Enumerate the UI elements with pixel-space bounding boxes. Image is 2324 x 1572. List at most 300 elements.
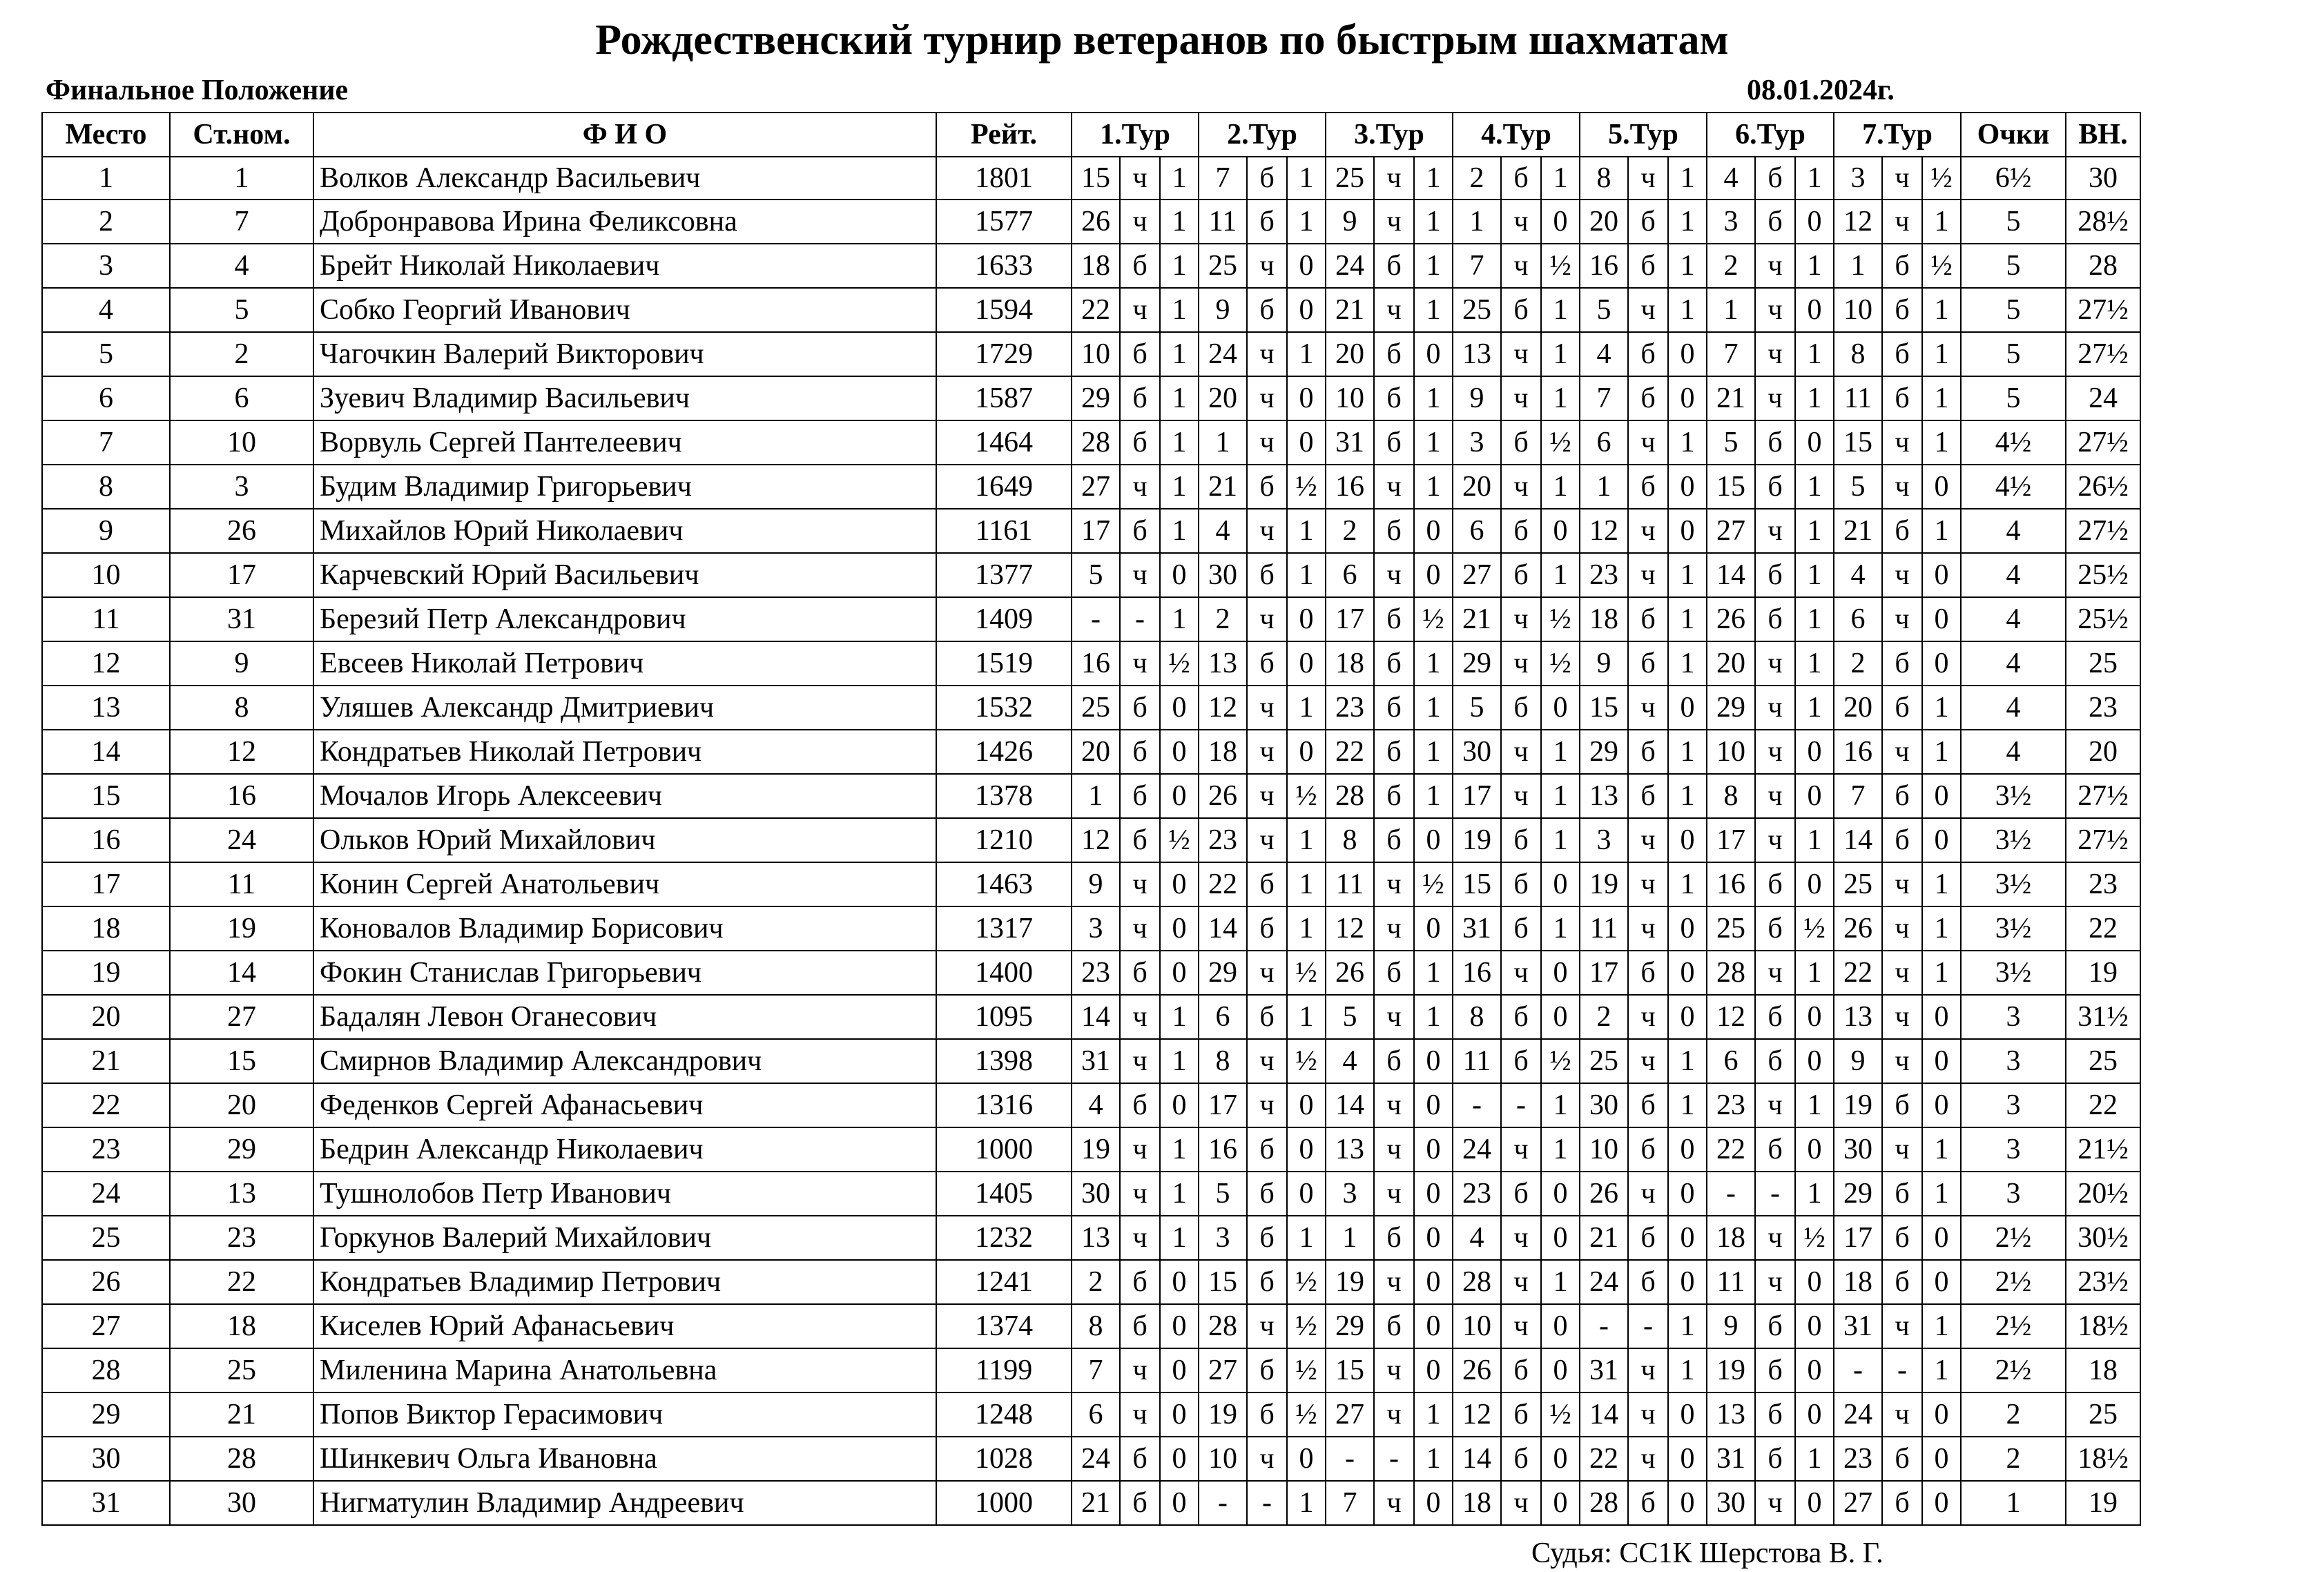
- round-1-opponent-number-cell: 10: [1072, 332, 1120, 376]
- player-name-cell: Смирнов Владимир Александрович: [313, 1039, 936, 1083]
- table-row: [42, 597, 2140, 641]
- round-2-result-cell: 1: [1287, 686, 1326, 730]
- round-4-result-cell: ½: [1541, 1039, 1580, 1083]
- place-cell: 26: [42, 1260, 170, 1304]
- round-4-opponent-number-cell: 10: [1453, 1304, 1501, 1348]
- round-6-color-cell: ч: [1755, 951, 1795, 995]
- round-6-result-cell: 1: [1795, 244, 1834, 288]
- round-2-color-cell: б: [1247, 1216, 1287, 1260]
- round-4-color-cell: б: [1501, 553, 1541, 597]
- round-7-color-cell: ч: [1882, 1039, 1922, 1083]
- round-2-result-cell: 1: [1287, 157, 1326, 200]
- place-cell: 2: [42, 200, 170, 244]
- table-row: [42, 553, 2140, 597]
- round-2-result-cell: 1: [1287, 200, 1326, 244]
- round-2-color-cell: ч: [1247, 376, 1287, 420]
- points-cell: 4½: [1961, 420, 2066, 465]
- points-cell: 2½: [1961, 1304, 2066, 1348]
- round-1-opponent-number-cell: 24: [1072, 1437, 1120, 1481]
- rating-cell: 1400: [936, 951, 1072, 995]
- place-cell: 29: [42, 1393, 170, 1437]
- round-5-opponent-number-cell: 5: [1580, 288, 1628, 332]
- round-7-color-cell: ч: [1882, 862, 1922, 906]
- round-6-color-cell: б: [1755, 465, 1795, 509]
- rating-cell: 1000: [936, 1481, 1072, 1525]
- tiebreak-cell: 20½: [2066, 1172, 2140, 1216]
- round-5-color-cell: ч: [1628, 288, 1668, 332]
- round-4-result-cell: 1: [1541, 1083, 1580, 1127]
- round-1-opponent-number-cell: 22: [1072, 288, 1120, 332]
- round-3-result-cell: 0: [1414, 1083, 1453, 1127]
- round-3-color-cell: ч: [1374, 862, 1414, 906]
- round-3-result-cell: 0: [1414, 818, 1453, 862]
- round-1-color-cell: ч: [1120, 157, 1160, 200]
- place-cell: 16: [42, 818, 170, 862]
- round-5-result-cell: 1: [1668, 157, 1707, 200]
- header-rating: Рейт.: [936, 113, 1072, 157]
- round-4-result-cell: 0: [1541, 686, 1580, 730]
- round-4-color-cell: ч: [1501, 1127, 1541, 1172]
- round-1-color-cell: б: [1120, 1437, 1160, 1481]
- player-name-cell: Зуевич Владимир Васильевич: [313, 376, 936, 420]
- round-2-result-cell: 1: [1287, 553, 1326, 597]
- round-6-result-cell: 1: [1795, 951, 1834, 995]
- rating-cell: 1161: [936, 509, 1072, 553]
- round-2-opponent-number-cell: -: [1199, 1481, 1247, 1525]
- round-6-result-cell: ½: [1795, 1216, 1834, 1260]
- round-3-result-cell: 1: [1414, 1393, 1453, 1437]
- round-5-opponent-number-cell: -: [1580, 1304, 1628, 1348]
- round-4-color-cell: ч: [1501, 200, 1541, 244]
- rating-cell: 1463: [936, 862, 1072, 906]
- round-3-color-cell: ч: [1374, 1393, 1414, 1437]
- round-6-opponent-number-cell: 13: [1707, 1393, 1755, 1437]
- round-1-result-cell: 1: [1160, 995, 1199, 1039]
- round-2-result-cell: 1: [1287, 1216, 1326, 1260]
- round-7-opponent-number-cell: 29: [1834, 1172, 1882, 1216]
- round-6-color-cell: ч: [1755, 332, 1795, 376]
- table-row: [42, 509, 2140, 553]
- round-1-color-cell: ч: [1120, 1039, 1160, 1083]
- round-6-result-cell: 0: [1795, 420, 1834, 465]
- round-5-color-cell: ч: [1628, 1172, 1668, 1216]
- place-cell: 8: [42, 465, 170, 509]
- round-1-result-cell: 1: [1160, 597, 1199, 641]
- round-4-opponent-number-cell: 9: [1453, 376, 1501, 420]
- round-1-result-cell: 0: [1160, 774, 1199, 818]
- player-name-cell: Уляшев Александр Дмитриевич: [313, 686, 936, 730]
- round-2-color-cell: ч: [1247, 1304, 1287, 1348]
- start-number-cell: 9: [170, 641, 313, 686]
- round-5-color-cell: -: [1628, 1304, 1668, 1348]
- round-7-result-cell: 1: [1922, 200, 1961, 244]
- player-name-cell: Волков Александр Васильевич: [313, 157, 936, 200]
- round-2-result-cell: 0: [1287, 244, 1326, 288]
- round-4-opponent-number-cell: 2: [1453, 157, 1501, 200]
- round-3-result-cell: 1: [1414, 420, 1453, 465]
- table-row: [42, 774, 2140, 818]
- tournament-title: Рождественский турнир ветеранов по быстрым шахматам: [595, 17, 1729, 64]
- place-cell: 21: [42, 1039, 170, 1083]
- rating-cell: 1028: [936, 1437, 1072, 1481]
- round-2-color-cell: -: [1247, 1481, 1287, 1525]
- round-2-result-cell: 1: [1287, 509, 1326, 553]
- round-6-result-cell: 1: [1795, 1083, 1834, 1127]
- round-1-result-cell: 0: [1160, 906, 1199, 951]
- round-4-result-cell: 0: [1541, 1216, 1580, 1260]
- start-number-cell: 2: [170, 332, 313, 376]
- round-3-opponent-number-cell: 16: [1326, 465, 1374, 509]
- player-name-cell: Феденков Сергей Афанасьевич: [313, 1083, 936, 1127]
- rating-cell: 1532: [936, 686, 1072, 730]
- round-3-color-cell: б: [1374, 1216, 1414, 1260]
- player-name-cell: Собко Георгий Иванович: [313, 288, 936, 332]
- round-1-opponent-number-cell: 9: [1072, 862, 1120, 906]
- round-7-color-cell: ч: [1882, 597, 1922, 641]
- round-5-opponent-number-cell: 1: [1580, 465, 1628, 509]
- round-5-color-cell: б: [1628, 465, 1668, 509]
- round-3-color-cell: б: [1374, 376, 1414, 420]
- round-2-color-cell: б: [1247, 1348, 1287, 1393]
- round-6-result-cell: 0: [1795, 862, 1834, 906]
- round-5-opponent-number-cell: 26: [1580, 1172, 1628, 1216]
- round-2-result-cell: ½: [1287, 1260, 1326, 1304]
- round-3-opponent-number-cell: 14: [1326, 1083, 1374, 1127]
- rating-cell: 1519: [936, 641, 1072, 686]
- round-3-opponent-number-cell: 15: [1326, 1348, 1374, 1393]
- round-4-result-cell: ½: [1541, 641, 1580, 686]
- round-7-result-cell: 1: [1922, 1127, 1961, 1172]
- round-3-opponent-number-cell: 19: [1326, 1260, 1374, 1304]
- round-3-color-cell: ч: [1374, 465, 1414, 509]
- points-cell: 4½: [1961, 465, 2066, 509]
- round-7-color-cell: б: [1882, 1437, 1922, 1481]
- header-round-5: 5.Тур: [1580, 113, 1707, 157]
- round-7-opponent-number-cell: 23: [1834, 1437, 1882, 1481]
- round-5-opponent-number-cell: 19: [1580, 862, 1628, 906]
- round-6-opponent-number-cell: 27: [1707, 509, 1755, 553]
- round-2-color-cell: ч: [1247, 730, 1287, 774]
- round-3-opponent-number-cell: 8: [1326, 818, 1374, 862]
- round-5-opponent-number-cell: 20: [1580, 200, 1628, 244]
- round-6-color-cell: б: [1755, 1039, 1795, 1083]
- table-row: [42, 1216, 2140, 1260]
- table-row: [42, 951, 2140, 995]
- round-6-color-cell: ч: [1755, 1260, 1795, 1304]
- start-number-cell: 5: [170, 288, 313, 332]
- round-7-color-cell: ч: [1882, 200, 1922, 244]
- round-5-result-cell: 0: [1668, 1437, 1707, 1481]
- table-row: [42, 1172, 2140, 1216]
- round-6-opponent-number-cell: 6: [1707, 1039, 1755, 1083]
- round-6-opponent-number-cell: 26: [1707, 597, 1755, 641]
- tiebreak-cell: 23: [2066, 862, 2140, 906]
- round-4-result-cell: 1: [1541, 906, 1580, 951]
- table-row: [42, 1127, 2140, 1172]
- place-cell: 4: [42, 288, 170, 332]
- round-3-color-cell: б: [1374, 597, 1414, 641]
- tiebreak-cell: 27½: [2066, 420, 2140, 465]
- round-1-result-cell: 1: [1160, 157, 1199, 200]
- round-4-result-cell: ½: [1541, 244, 1580, 288]
- round-1-opponent-number-cell: 21: [1072, 1481, 1120, 1525]
- round-2-opponent-number-cell: 25: [1199, 244, 1247, 288]
- header-round-1: 1.Тур: [1072, 113, 1199, 157]
- round-6-color-cell: ч: [1755, 1481, 1795, 1525]
- round-7-opponent-number-cell: 30: [1834, 1127, 1882, 1172]
- round-4-color-cell: ч: [1501, 465, 1541, 509]
- round-6-opponent-number-cell: -: [1707, 1172, 1755, 1216]
- round-3-opponent-number-cell: -: [1326, 1437, 1374, 1481]
- place-cell: 17: [42, 862, 170, 906]
- round-6-opponent-number-cell: 15: [1707, 465, 1755, 509]
- round-4-color-cell: б: [1501, 420, 1541, 465]
- header-round-4: 4.Тур: [1453, 113, 1580, 157]
- round-6-color-cell: б: [1755, 1348, 1795, 1393]
- round-1-result-cell: 1: [1160, 1039, 1199, 1083]
- points-cell: 3½: [1961, 774, 2066, 818]
- round-7-result-cell: ½: [1922, 157, 1961, 200]
- round-7-result-cell: 0: [1922, 597, 1961, 641]
- round-4-opponent-number-cell: 12: [1453, 1393, 1501, 1437]
- round-4-result-cell: 1: [1541, 774, 1580, 818]
- points-cell: 4: [1961, 597, 2066, 641]
- round-6-color-cell: б: [1755, 906, 1795, 951]
- round-6-color-cell: ч: [1755, 1216, 1795, 1260]
- start-number-cell: 28: [170, 1437, 313, 1481]
- round-2-opponent-number-cell: 20: [1199, 376, 1247, 420]
- rating-cell: 1398: [936, 1039, 1072, 1083]
- round-1-result-cell: 1: [1160, 332, 1199, 376]
- round-2-opponent-number-cell: 2: [1199, 597, 1247, 641]
- player-name-cell: Брейт Николай Николаевич: [313, 244, 936, 288]
- player-name-cell: Фокин Станислав Григорьевич: [313, 951, 936, 995]
- points-cell: 4: [1961, 641, 2066, 686]
- round-4-opponent-number-cell: 14: [1453, 1437, 1501, 1481]
- round-3-opponent-number-cell: 9: [1326, 200, 1374, 244]
- round-1-opponent-number-cell: 19: [1072, 1127, 1120, 1172]
- round-4-opponent-number-cell: 27: [1453, 553, 1501, 597]
- round-7-result-cell: 1: [1922, 686, 1961, 730]
- round-3-result-cell: 1: [1414, 995, 1453, 1039]
- round-2-opponent-number-cell: 18: [1199, 730, 1247, 774]
- round-4-color-cell: б: [1501, 1172, 1541, 1216]
- round-5-color-cell: б: [1628, 1260, 1668, 1304]
- round-7-color-cell: б: [1882, 1172, 1922, 1216]
- round-5-result-cell: 0: [1668, 686, 1707, 730]
- round-3-result-cell: 1: [1414, 465, 1453, 509]
- tiebreak-cell: 25: [2066, 641, 2140, 686]
- round-7-opponent-number-cell: 21: [1834, 509, 1882, 553]
- round-1-opponent-number-cell: 8: [1072, 1304, 1120, 1348]
- round-4-color-cell: ч: [1501, 244, 1541, 288]
- round-1-opponent-number-cell: -: [1072, 597, 1120, 641]
- player-name-cell: Михайлов Юрий Николаевич: [313, 509, 936, 553]
- points-cell: 5: [1961, 200, 2066, 244]
- round-5-opponent-number-cell: 16: [1580, 244, 1628, 288]
- round-7-opponent-number-cell: 12: [1834, 200, 1882, 244]
- round-5-result-cell: 1: [1668, 1039, 1707, 1083]
- table-row: [42, 1260, 2140, 1304]
- round-6-result-cell: 1: [1795, 641, 1834, 686]
- round-3-color-cell: б: [1374, 730, 1414, 774]
- round-5-color-cell: ч: [1628, 862, 1668, 906]
- round-3-opponent-number-cell: 1: [1326, 1216, 1374, 1260]
- round-6-color-cell: -: [1755, 1172, 1795, 1216]
- start-number-cell: 6: [170, 376, 313, 420]
- round-3-color-cell: ч: [1374, 1172, 1414, 1216]
- round-3-opponent-number-cell: 22: [1326, 730, 1374, 774]
- round-7-opponent-number-cell: -: [1834, 1348, 1882, 1393]
- round-5-result-cell: 0: [1668, 906, 1707, 951]
- round-5-opponent-number-cell: 12: [1580, 509, 1628, 553]
- round-4-opponent-number-cell: 23: [1453, 1172, 1501, 1216]
- round-6-color-cell: б: [1755, 1437, 1795, 1481]
- round-7-result-cell: 1: [1922, 376, 1961, 420]
- points-cell: 5: [1961, 332, 2066, 376]
- round-7-opponent-number-cell: 1: [1834, 244, 1882, 288]
- round-7-color-cell: б: [1882, 818, 1922, 862]
- round-1-result-cell: 1: [1160, 1216, 1199, 1260]
- round-6-result-cell: 1: [1795, 509, 1834, 553]
- tiebreak-cell: 18½: [2066, 1437, 2140, 1481]
- round-5-color-cell: б: [1628, 597, 1668, 641]
- round-6-result-cell: 1: [1795, 1172, 1834, 1216]
- round-6-result-cell: 0: [1795, 730, 1834, 774]
- table-row: [42, 995, 2140, 1039]
- place-cell: 12: [42, 641, 170, 686]
- round-1-opponent-number-cell: 15: [1072, 157, 1120, 200]
- round-5-color-cell: ч: [1628, 553, 1668, 597]
- round-3-result-cell: 0: [1414, 553, 1453, 597]
- place-cell: 25: [42, 1216, 170, 1260]
- tiebreak-cell: 24: [2066, 376, 2140, 420]
- round-3-color-cell: б: [1374, 1304, 1414, 1348]
- round-7-result-cell: 1: [1922, 332, 1961, 376]
- rating-cell: 1232: [936, 1216, 1072, 1260]
- round-1-color-cell: б: [1120, 244, 1160, 288]
- round-7-color-cell: ч: [1882, 1304, 1922, 1348]
- round-3-result-cell: 1: [1414, 951, 1453, 995]
- place-cell: 31: [42, 1481, 170, 1525]
- round-2-opponent-number-cell: 21: [1199, 465, 1247, 509]
- round-5-opponent-number-cell: 9: [1580, 641, 1628, 686]
- round-5-color-cell: б: [1628, 200, 1668, 244]
- rating-cell: 1095: [936, 995, 1072, 1039]
- round-3-color-cell: б: [1374, 332, 1414, 376]
- round-3-result-cell: 1: [1414, 200, 1453, 244]
- tiebreak-cell: 30: [2066, 157, 2140, 200]
- round-1-opponent-number-cell: 20: [1072, 730, 1120, 774]
- round-5-result-cell: 1: [1668, 1348, 1707, 1393]
- round-3-opponent-number-cell: 4: [1326, 1039, 1374, 1083]
- start-number-cell: 14: [170, 951, 313, 995]
- round-4-opponent-number-cell: 5: [1453, 686, 1501, 730]
- round-4-opponent-number-cell: 24: [1453, 1127, 1501, 1172]
- rating-cell: 1464: [936, 420, 1072, 465]
- start-number-cell: 18: [170, 1304, 313, 1348]
- round-4-result-cell: 0: [1541, 951, 1580, 995]
- round-6-opponent-number-cell: 25: [1707, 906, 1755, 951]
- round-5-color-cell: ч: [1628, 1437, 1668, 1481]
- round-1-opponent-number-cell: 30: [1072, 1172, 1120, 1216]
- table-row: [42, 1083, 2140, 1127]
- round-2-opponent-number-cell: 7: [1199, 157, 1247, 200]
- round-1-opponent-number-cell: 13: [1072, 1216, 1120, 1260]
- round-7-result-cell: 1: [1922, 420, 1961, 465]
- round-6-opponent-number-cell: 11: [1707, 1260, 1755, 1304]
- round-7-color-cell: б: [1882, 244, 1922, 288]
- round-7-result-cell: 0: [1922, 465, 1961, 509]
- round-7-opponent-number-cell: 16: [1834, 730, 1882, 774]
- round-1-result-cell: 1: [1160, 244, 1199, 288]
- round-4-opponent-number-cell: 19: [1453, 818, 1501, 862]
- round-5-result-cell: 0: [1668, 376, 1707, 420]
- round-5-color-cell: ч: [1628, 1348, 1668, 1393]
- round-2-result-cell: 1: [1287, 906, 1326, 951]
- round-7-result-cell: 0: [1922, 1216, 1961, 1260]
- player-name-cell: Миленина Марина Анатольевна: [313, 1348, 936, 1393]
- round-3-opponent-number-cell: 6: [1326, 553, 1374, 597]
- round-1-color-cell: б: [1120, 951, 1160, 995]
- round-5-opponent-number-cell: 4: [1580, 332, 1628, 376]
- round-3-opponent-number-cell: 26: [1326, 951, 1374, 995]
- tiebreak-cell: 28½: [2066, 200, 2140, 244]
- round-1-result-cell: ½: [1160, 818, 1199, 862]
- round-5-color-cell: б: [1628, 730, 1668, 774]
- start-number-cell: 3: [170, 465, 313, 509]
- round-7-opponent-number-cell: 10: [1834, 288, 1882, 332]
- round-5-color-cell: б: [1628, 376, 1668, 420]
- round-3-color-cell: б: [1374, 818, 1414, 862]
- round-2-color-cell: ч: [1247, 1039, 1287, 1083]
- round-7-opponent-number-cell: 14: [1834, 818, 1882, 862]
- rating-cell: 1409: [936, 597, 1072, 641]
- round-2-opponent-number-cell: 28: [1199, 1304, 1247, 1348]
- round-7-result-cell: 0: [1922, 553, 1961, 597]
- round-5-result-cell: 0: [1668, 465, 1707, 509]
- round-4-color-cell: б: [1501, 995, 1541, 1039]
- round-3-result-cell: 0: [1414, 509, 1453, 553]
- round-1-result-cell: 1: [1160, 1127, 1199, 1172]
- round-5-opponent-number-cell: 3: [1580, 818, 1628, 862]
- round-1-opponent-number-cell: 25: [1072, 686, 1120, 730]
- round-5-result-cell: 1: [1668, 553, 1707, 597]
- start-number-cell: 20: [170, 1083, 313, 1127]
- round-6-opponent-number-cell: 28: [1707, 951, 1755, 995]
- round-4-result-cell: 1: [1541, 332, 1580, 376]
- round-2-result-cell: 1: [1287, 818, 1326, 862]
- round-1-opponent-number-cell: 26: [1072, 200, 1120, 244]
- points-cell: 2: [1961, 1437, 2066, 1481]
- round-6-result-cell: 1: [1795, 818, 1834, 862]
- round-3-opponent-number-cell: 20: [1326, 332, 1374, 376]
- round-6-opponent-number-cell: 22: [1707, 1127, 1755, 1172]
- round-3-result-cell: 1: [1414, 244, 1453, 288]
- header-round-7: 7.Тур: [1834, 113, 1961, 157]
- round-4-opponent-number-cell: 29: [1453, 641, 1501, 686]
- round-4-opponent-number-cell: 16: [1453, 951, 1501, 995]
- round-4-color-cell: ч: [1501, 1260, 1541, 1304]
- round-6-color-cell: б: [1755, 995, 1795, 1039]
- table-row: [42, 200, 2140, 244]
- round-5-color-cell: ч: [1628, 818, 1668, 862]
- round-4-result-cell: ½: [1541, 1393, 1580, 1437]
- round-4-color-cell: ч: [1501, 774, 1541, 818]
- round-3-result-cell: 0: [1414, 1348, 1453, 1393]
- round-7-result-cell: 0: [1922, 1260, 1961, 1304]
- round-2-color-cell: ч: [1247, 332, 1287, 376]
